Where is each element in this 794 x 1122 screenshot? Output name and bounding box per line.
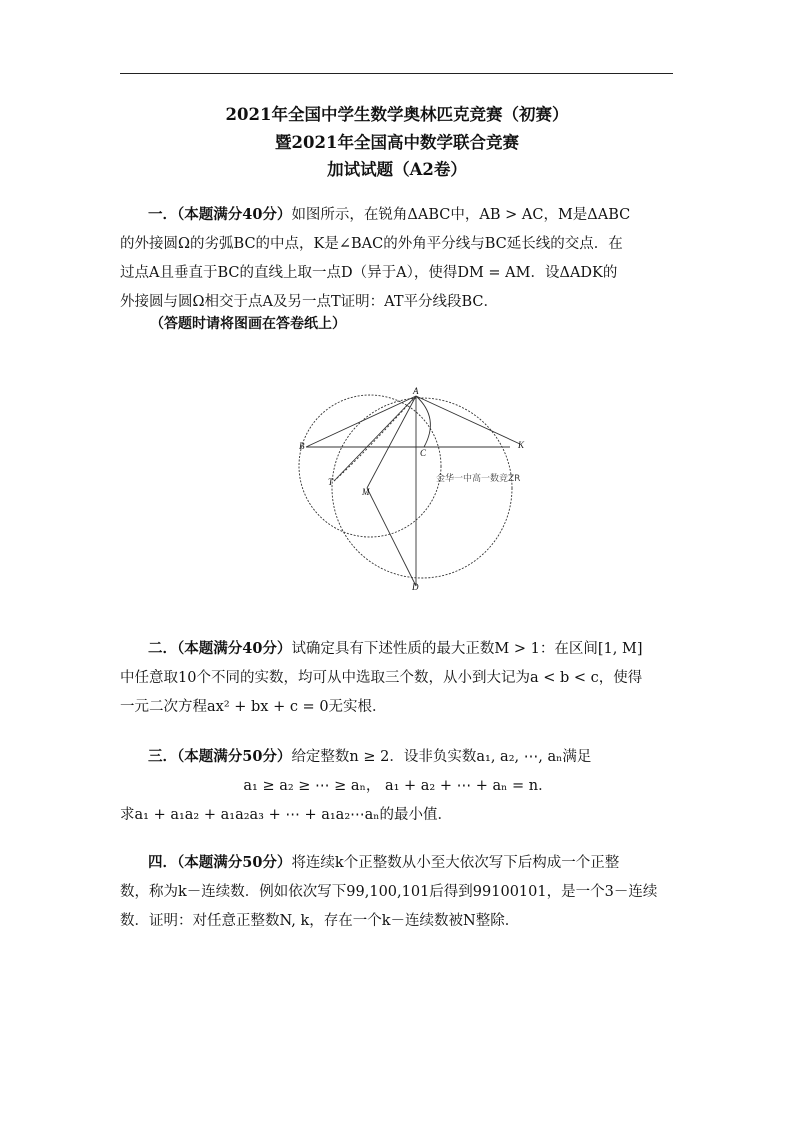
problem-3 <box>120 742 676 830</box>
label-k: K <box>518 440 525 450</box>
problem-1-line-4: 外接圆与圆Ω相交于点A及另一点T证明：AT平分线段BC． <box>120 294 499 310</box>
top-rule <box>120 73 673 74</box>
circle-adk <box>332 398 512 578</box>
problem-4-line-3: 数．证明：对任意正整数N, k，存在一个k－连续数被N整除． <box>120 913 520 929</box>
problem-3-line-1: 给定整数n ≥ 2．设非负实数a₁, a₂, ⋯, aₙ满足 <box>291 749 592 765</box>
figure-watermark: 金华一中高一数竞ZR <box>436 474 521 484</box>
label-t: T <box>328 477 334 487</box>
problem-1-line-3: 过点A且垂直于BC的直线上取一点D（异于A），使得DM = AM．设ΔADK的 <box>120 265 618 281</box>
problem-3-equation: a₁ ≥ a₂ ≥ ⋯ ≥ aₙ， a₁ + a₂ + ⋯ + aₙ = n． <box>243 778 553 794</box>
problem-2-head: 二．（本题满分40分） <box>148 640 292 657</box>
problem-3-line-2: 求a₁ + a₁a₂ + a₁a₂a₃ + ⋯ + a₁a₂⋯aₙ的最小值． <box>120 807 453 823</box>
segment-ac <box>416 396 430 447</box>
figure-note: （答题时请将图画在答卷纸上） <box>150 316 346 332</box>
segment-am <box>367 396 416 488</box>
title-line-3: 加试试题（A2卷） <box>327 160 467 179</box>
problem-4-line-1: 将连续k个正整数从小至大依次写下后构成一个正整 <box>291 855 620 871</box>
label-a: A <box>413 386 419 396</box>
circle-omega <box>299 395 441 537</box>
label-b: B <box>299 441 305 451</box>
title-line-1: 2021年全国中学生数学奥林匹克竞赛（初赛） <box>225 105 569 124</box>
problem-1 <box>120 200 676 317</box>
geometry-figure <box>290 378 540 598</box>
problem-2-line-2: 中任意取10个不同的实数，均可从中选取三个数，从小到大记为a < b < c，使得 <box>120 670 643 686</box>
title-line-2: 暨2021年全国高中数学联合竞赛 <box>275 133 519 152</box>
label-c: C <box>420 448 427 458</box>
problem-2-line-3: 一元二次方程ax² + bx + c = 0无实根． <box>120 699 387 715</box>
problem-4-head: 四．（本题满分50分） <box>148 854 292 871</box>
problem-1-line-1: 如图所示，在锐角ΔABC中，AB > AC，M是ΔABC <box>291 207 631 223</box>
problem-3-head: 三．（本题满分50分） <box>148 748 292 765</box>
problem-1-head: 一．（本题满分40分） <box>148 206 292 223</box>
problem-4-line-2: 数，称为k－连续数．例如依次写下99,100,101后得到99100101，是一个3－连续 <box>120 884 658 900</box>
segment-ab <box>306 396 416 447</box>
problem-4 <box>120 848 676 936</box>
problem-1-line-2: 的外接圆Ω的劣弧BC的中点，K是∠BAC的外角平分线与BC延长线的交点．在 <box>120 236 623 252</box>
label-m: M <box>362 487 370 497</box>
label-d: D <box>412 582 419 592</box>
problem-2 <box>120 634 676 722</box>
segment-ak <box>416 396 520 444</box>
problem-2-line-1: 试确定具有下述性质的最大正数M > 1：在区间[1, M] <box>291 641 643 657</box>
